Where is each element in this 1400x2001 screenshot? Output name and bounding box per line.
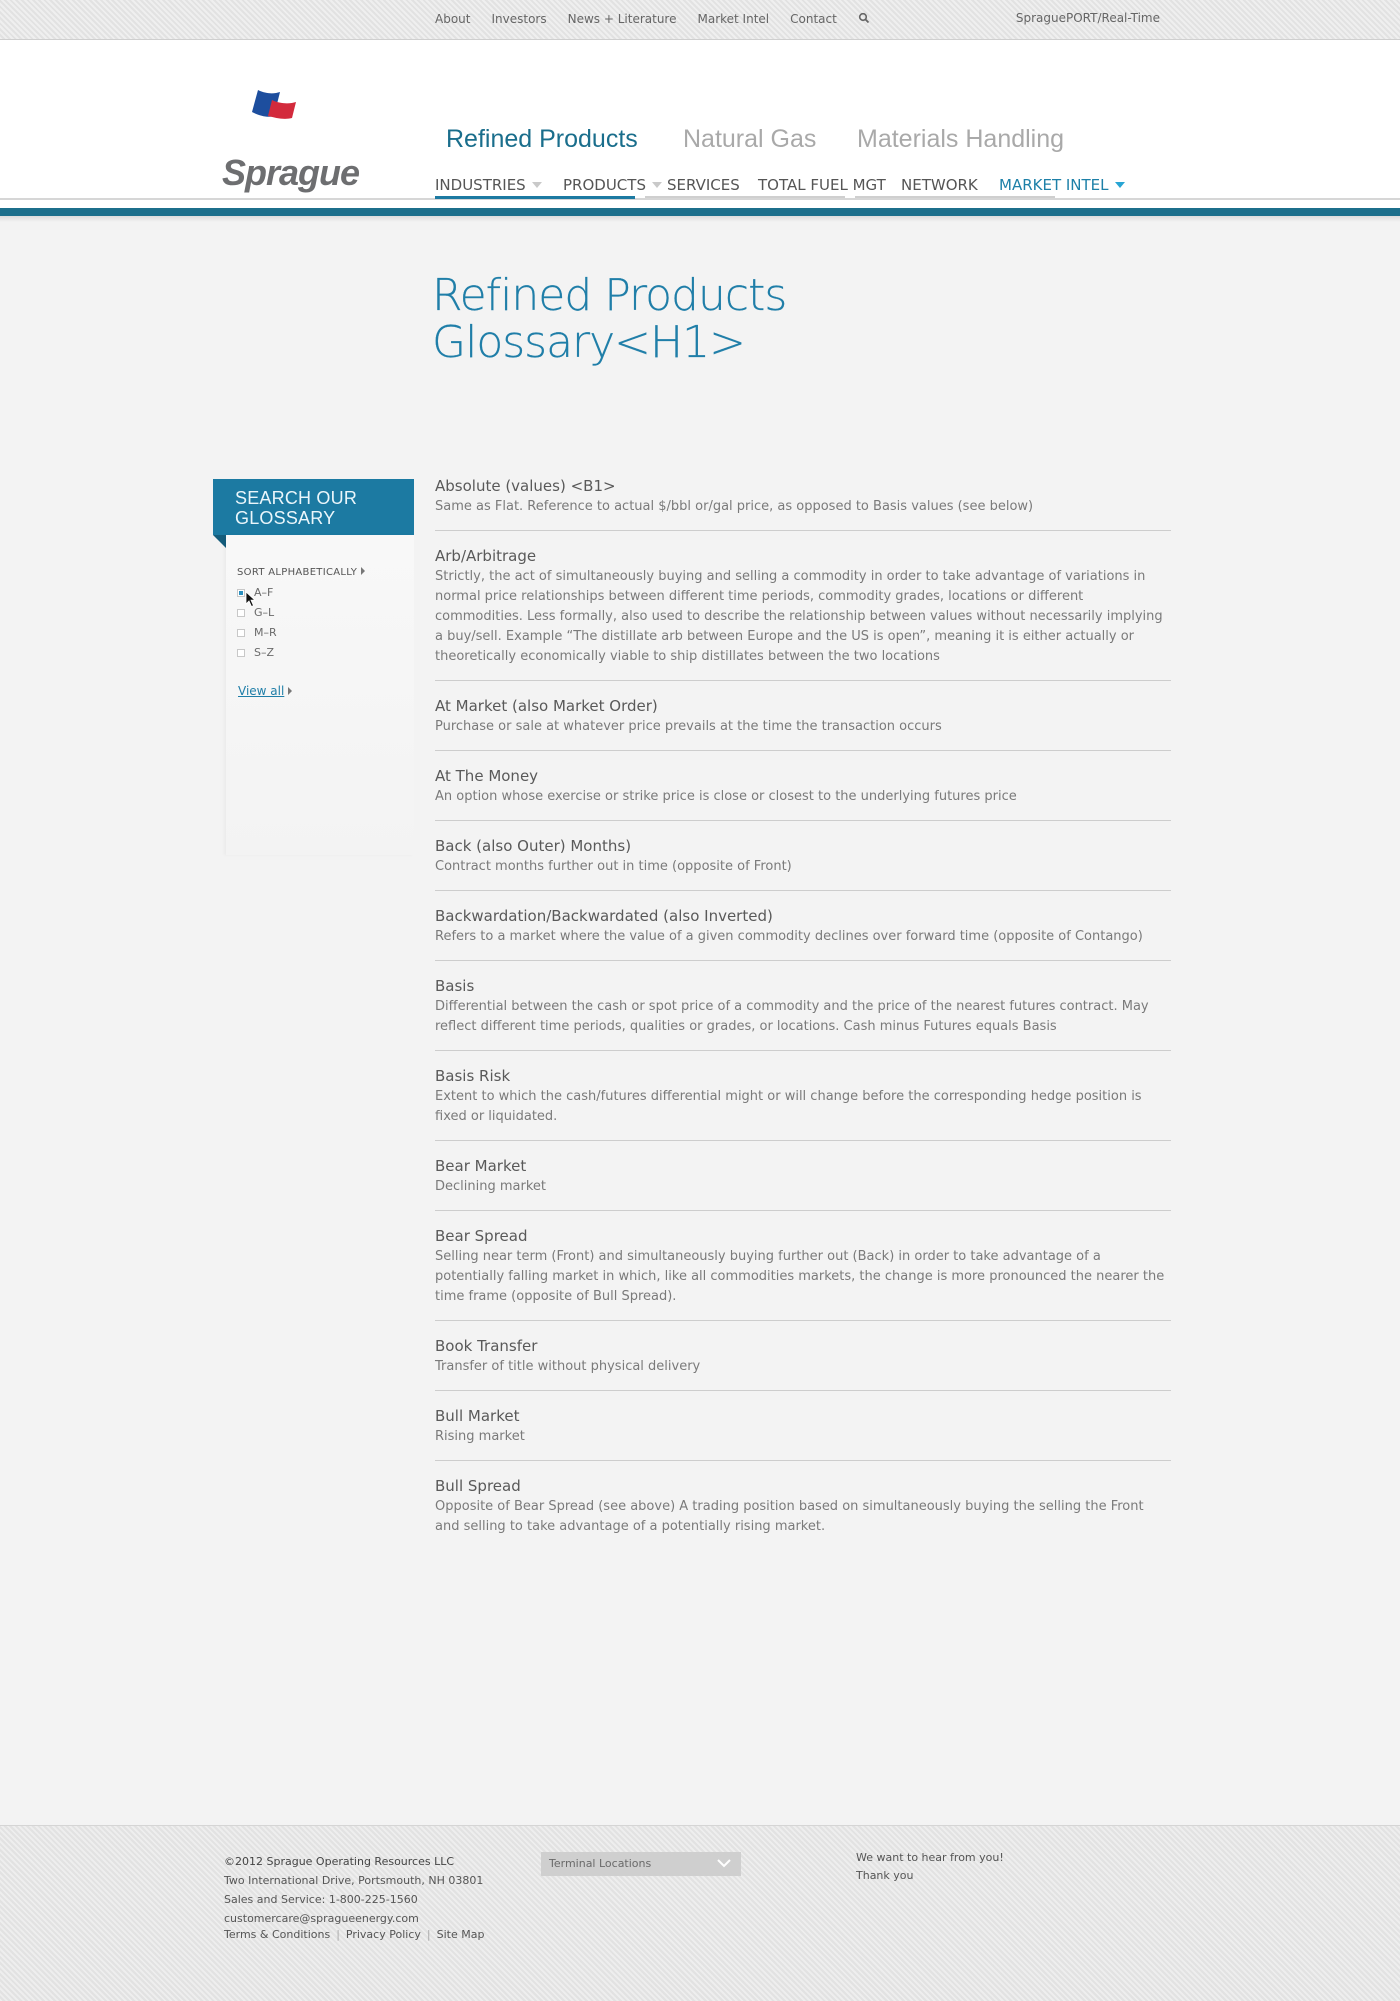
nav-label: MARKET INTEL <box>999 176 1109 194</box>
filter-option-m-r[interactable] <box>237 626 277 639</box>
glossary-term: Arb/Arbitrage <box>435 547 537 565</box>
glossary-entry <box>435 836 1171 891</box>
glossary-term: Bear Spread <box>435 1227 528 1245</box>
glossary-entry <box>435 1406 1171 1461</box>
sort-alphabetically-label[interactable] <box>237 567 365 578</box>
logo-wordmark[interactable]: Sprague <box>222 152 360 193</box>
glossary-term: Bull Spread <box>435 1477 521 1495</box>
view-all-text: View all <box>238 684 285 698</box>
nav-services[interactable]: SERVICES <box>667 176 740 194</box>
footer-message <box>856 1849 1004 1885</box>
view-all-link[interactable] <box>238 684 292 698</box>
tab-materials-handling[interactable]: Materials Handling <box>857 125 1065 153</box>
glossary-entry <box>435 1156 1171 1211</box>
terms-link[interactable]: Terms & Conditions <box>224 1928 331 1941</box>
nav-label: PRODUCTS <box>563 176 646 194</box>
message-line-1: We want to hear from you! <box>856 1851 1004 1864</box>
tab-refined-products[interactable]: Refined Products <box>446 125 638 153</box>
copyright-text: ©2012 Sprague Operating Resources LLC <box>224 1855 455 1868</box>
terminal-locations-select[interactable] <box>541 1852 741 1876</box>
glossary-entry <box>435 1476 1171 1550</box>
glossary-definition: Purchase or sale at whatever price prevails at the time the transaction occurs <box>435 719 942 734</box>
page-title <box>432 272 1032 366</box>
footer-contact-block <box>224 1852 483 1928</box>
filter-option-s-z[interactable] <box>237 646 274 659</box>
tab-natural-gas[interactable]: Natural Gas <box>683 125 817 153</box>
privacy-link[interactable]: Privacy Policy <box>345 1928 421 1941</box>
glossary-term: Backwardation/Backwardated (also Inverted) <box>435 907 773 925</box>
filter-label: S–Z <box>254 646 275 659</box>
triangle-right-icon <box>361 567 365 575</box>
utility-bar <box>0 0 1400 40</box>
glossary-term: At Market (also Market Order) <box>435 697 658 715</box>
glossary-definition: Same as Flat. Reference to actual $/bbl or/gal price, as opposed to Basis values (see below) <box>435 499 1034 514</box>
sitemap-link[interactable]: Site Map <box>436 1928 485 1941</box>
checkbox[interactable] <box>237 649 245 657</box>
nav-total-fuel-mgt[interactable]: TOTAL FUEL MGT <box>758 176 886 194</box>
checkbox[interactable] <box>237 609 245 617</box>
search-icon[interactable] <box>858 12 870 24</box>
glossary-definition: Declining market <box>435 1179 546 1194</box>
phone-text: Sales and Service: 1-800-225-1560 <box>224 1893 418 1906</box>
glossary-definition: Differential between the cash or spot price of a commodity and the price of the nearest futures contract. May reflect different time periods, qualities or grades, or locations. Cash minus Futures equals Basis <box>435 999 1149 1034</box>
tab-underline <box>645 196 845 198</box>
glossary-term: Back (also Outer) Months) <box>435 837 632 855</box>
footer-links <box>224 1928 484 1941</box>
glossary-definition: Selling near term (Front) and simultaneously buying further out (Back) in order to take advantage of a potentially falling market in which, like all commodities markets, the change is more pronounced the nearer the time frame (opposite of Bull Spread). <box>435 1249 1165 1304</box>
glossary-entry <box>435 696 1171 751</box>
nav-products[interactable] <box>563 176 662 194</box>
nav-network[interactable]: NETWORK <box>901 176 978 194</box>
filter-label: A–F <box>254 586 274 599</box>
glossary-list <box>435 476 1171 1565</box>
chevron-down-icon <box>652 182 662 188</box>
glossary-entry <box>435 1336 1171 1391</box>
message-line-2: Thank you <box>856 1869 914 1882</box>
divider: | <box>336 1928 340 1941</box>
chevron-down-icon <box>532 182 542 188</box>
page-title-line-1: Refined Products <box>432 270 787 321</box>
glossary-term: Basis <box>435 977 475 995</box>
glossary-entry <box>435 906 1171 961</box>
utility-link-contact[interactable]: Contact <box>790 12 837 26</box>
utility-link-news[interactable]: News + Literature <box>567 12 677 26</box>
glossary-definition: Contract months further out in time (opposite of Front) <box>435 859 792 874</box>
header-divider <box>0 198 1400 200</box>
select-value: Terminal Locations <box>549 1857 652 1870</box>
utility-link-investors[interactable]: Investors <box>491 12 547 26</box>
strip-shadow <box>0 216 1400 222</box>
nav-industries[interactable] <box>435 176 542 194</box>
utility-link-about[interactable]: About <box>435 12 471 26</box>
glossary-entry <box>435 1226 1171 1321</box>
glossary-term: Absolute (values) <B1> <box>435 477 616 495</box>
triangle-right-icon <box>288 687 292 695</box>
glossary-definition: An option whose exercise or strike price is close or closest to the underlying futures price <box>435 789 1017 804</box>
glossary-term: Bull Market <box>435 1407 520 1425</box>
header-accent-strip <box>0 208 1400 216</box>
chevron-down-icon <box>1115 182 1125 188</box>
divider: | <box>426 1928 431 1941</box>
email-link[interactable]: customercare@spragueenergy.com <box>224 1912 419 1925</box>
glossary-definition: Transfer of title without physical delivery <box>435 1359 701 1374</box>
sort-label-text: SORT ALPHABETICALLY <box>237 567 358 578</box>
glossary-term: At The Money <box>435 767 539 785</box>
nav-label: INDUSTRIES <box>435 176 526 194</box>
glossary-definition: Refers to a market where the value of a given commodity declines over forward time (opposite of Contango) <box>435 929 1143 944</box>
chevron-down-icon <box>717 1858 731 1868</box>
filter-label: G–L <box>254 606 275 619</box>
glossary-definition: Extent to which the cash/futures differential might or will change before the corresponding hedge position is fixed or liquidated. <box>435 1089 1142 1124</box>
glossary-definition: Strictly, the act of simultaneously buying and selling a commodity in order to take advantage of variations in normal price relationships between different time periods, commodity grades, locations or different commodities. Less formally, also used to describe the relationship between values without necessarily implying a buy/sell. Example “The distillate arb between Europe and the US is open”, meaning it is either actually or theoretically economically viable to ship distillates between the two locations <box>435 569 1163 664</box>
address-text: Two International Drive, Portsmouth, NH 03801 <box>224 1874 484 1887</box>
page-title-line-2: Glossary<H1> <box>432 317 745 368</box>
checkbox[interactable] <box>237 629 245 637</box>
active-tab-underline <box>435 196 635 199</box>
glossary-entry <box>435 1066 1171 1141</box>
checkbox[interactable] <box>237 589 245 597</box>
filter-label: M–R <box>254 626 277 639</box>
utility-nav <box>435 12 870 26</box>
utility-link-market-intel[interactable]: Market Intel <box>697 12 770 26</box>
glossary-term: Bear Market <box>435 1157 527 1175</box>
glossary-entry <box>435 766 1171 821</box>
glossary-entry <box>435 476 1171 531</box>
site-footer <box>0 1825 1400 2001</box>
glossary-entry <box>435 546 1171 681</box>
nav-market-intel[interactable] <box>999 176 1125 194</box>
glossary-term: Book Transfer <box>435 1337 538 1355</box>
glossary-definition: Opposite of Bear Spread (see above) A trading position based on simultaneously buying the selling the Front and selling to take advantage of a potentially rising market. <box>435 1499 1144 1534</box>
glossary-entry <box>435 976 1171 1051</box>
sidebar-fold <box>213 535 226 548</box>
tab-underline <box>855 196 1055 198</box>
sidebar-heading: SEARCH OUR GLOSSARY <box>213 479 414 535</box>
mouse-cursor-icon <box>245 591 257 608</box>
glossary-term: Basis Risk <box>435 1067 511 1085</box>
glossary-definition: Rising market <box>435 1429 525 1444</box>
spragueport-link[interactable]: SpraguePORT/Real-Time <box>1015 11 1160 25</box>
